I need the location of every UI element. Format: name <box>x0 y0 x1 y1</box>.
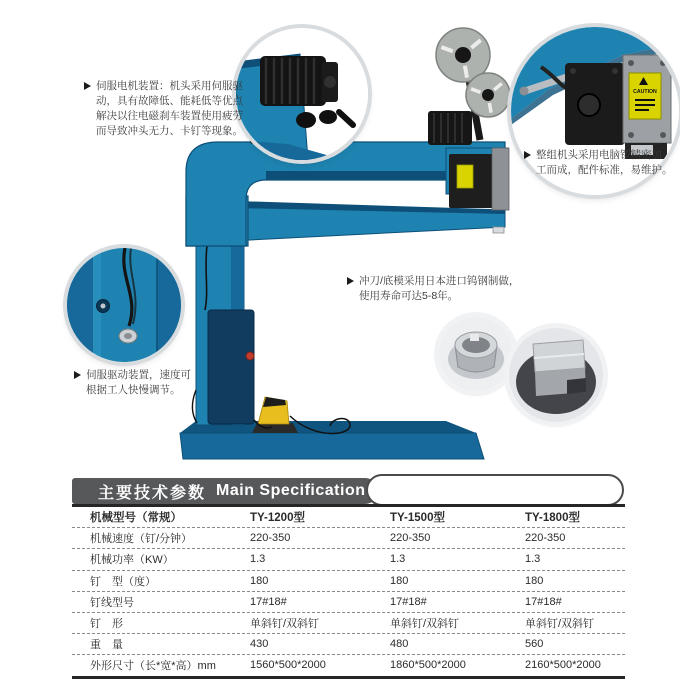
head-bolt <box>570 68 576 74</box>
row-value: 1560*500*2000 <box>250 659 326 672</box>
head-rod-tip <box>520 87 529 96</box>
row-value: 430 <box>250 638 269 651</box>
arrow-marker-icon <box>74 371 81 379</box>
anvil-die-foot <box>493 227 504 233</box>
row-label: 钉 型（度） <box>90 575 156 588</box>
annotation-tungsten-die <box>347 274 519 304</box>
row-value: 560 <box>525 638 544 651</box>
panel-red-button[interactable] <box>246 352 254 360</box>
callout-servo-motor-photo <box>236 28 368 160</box>
row-value: 480 <box>390 638 409 651</box>
spec-row-speed <box>72 528 625 549</box>
annotation-line: 伺服电机装置：机头采用伺服驱 <box>96 80 243 92</box>
spec-title-en: Main Specification <box>216 482 366 499</box>
die-block-notch <box>567 378 586 394</box>
annotation-line: 而导致冲头无力、卡钉等现象。 <box>96 125 243 137</box>
annotation-line: 根据工人快慢调节。 <box>86 384 181 396</box>
row-value: 单斜钉/双斜钉 <box>250 618 320 631</box>
arrow-marker-icon <box>347 277 354 285</box>
spec-header-model: 机械型号（常规） <box>90 512 182 525</box>
row-label: 外形尺寸（长*宽*高）mm <box>90 660 216 673</box>
spec-row-weight <box>72 634 625 655</box>
row-value: 220-350 <box>525 532 566 545</box>
row-label: 钉线型号 <box>90 596 134 609</box>
arrow-marker-icon <box>524 151 531 159</box>
sticker-text-line <box>635 99 655 101</box>
row-value: 17#18# <box>525 595 562 608</box>
annotation-line: 工而成，配件标准，易维护。 <box>536 164 673 176</box>
spec-table <box>72 504 625 679</box>
motor-knob <box>319 110 337 124</box>
servo-drive-closeup <box>67 248 181 362</box>
machine-base-front <box>180 433 484 459</box>
row-value: 17#18# <box>250 595 287 608</box>
caution-label: CAUTION <box>633 89 657 95</box>
round-die-closeup <box>439 317 513 391</box>
title-capsule <box>366 474 624 506</box>
row-label: 重 量 <box>90 639 123 652</box>
row-value: 1.3 <box>390 553 406 566</box>
row-value: 2160*500*2000 <box>525 659 601 672</box>
socket-pin <box>101 304 106 309</box>
spec-header-row <box>72 507 625 528</box>
spec-header-ty1800: TY-1800型 <box>525 512 580 525</box>
spec-row-wire-model <box>72 592 625 613</box>
row-value: 1.3 <box>250 553 266 566</box>
callout-square-die-photo <box>509 328 603 422</box>
row-value: 180 <box>250 574 269 587</box>
spec-row-staple-shape <box>72 613 625 634</box>
annotation-line: 冲刀/底模采用日本进口钨钢制做， <box>359 275 520 287</box>
row-value: 1.3 <box>525 553 541 566</box>
square-die-closeup <box>509 328 603 422</box>
spec-header-ty1200: TY-1200型 <box>250 512 305 525</box>
row-label: 钉 形 <box>90 618 123 631</box>
callout-round-die-photo <box>439 317 513 391</box>
row-value: 180 <box>525 574 544 587</box>
spec-row-power <box>72 549 625 570</box>
annotation-line: 伺服驱动装置，速度可 <box>86 369 191 381</box>
arrow-marker-icon <box>84 82 91 90</box>
spec-title-zh: 主要技术参数 <box>98 484 207 502</box>
head-caution-sticker <box>457 165 473 188</box>
row-value: 180 <box>390 574 409 587</box>
spec-title-band <box>72 478 378 504</box>
row-label: 机械功率（KW） <box>90 554 174 567</box>
row-label: 机械速度（钉/分钟） <box>90 533 193 546</box>
row-value: 单斜钉/双斜钉 <box>390 618 460 631</box>
wire-spool-bottom <box>466 73 510 117</box>
row-value: 单斜钉/双斜钉 <box>525 618 595 631</box>
head-side-plate <box>492 148 509 210</box>
annotation-line: 使用寿命可达5-8年。 <box>359 290 459 302</box>
row-value: 17#18# <box>390 595 427 608</box>
spec-row-dimensions <box>72 655 625 675</box>
head-motor <box>428 111 472 145</box>
machine-control-panel <box>208 310 254 424</box>
sticker-text-line <box>635 109 649 111</box>
annotation-servo-drive <box>74 368 191 398</box>
spec-row-staple-type <box>72 571 625 592</box>
motor-knob <box>296 112 316 128</box>
callout-servo-drive-photo <box>67 248 181 362</box>
annotation-line: 动，具有故障低、能耗低等优点 <box>96 95 243 107</box>
row-value: 220-350 <box>250 532 291 545</box>
head-mechanism-wheel <box>578 94 600 116</box>
die-slot <box>470 334 479 341</box>
servo-motor-closeup <box>236 28 368 160</box>
motor-body <box>260 56 338 106</box>
annotation-line: 解决以往电磁刹车装置使用疲劳 <box>96 110 243 122</box>
annotation-servo-motor <box>84 79 243 139</box>
connector-core <box>124 333 132 339</box>
annotation-machined-head <box>524 148 673 178</box>
head-bolt <box>612 68 618 74</box>
row-value: 220-350 <box>390 532 431 545</box>
spec-header-ty1500: TY-1500型 <box>390 512 445 525</box>
annotation-line: 整组机头采用电脑锣精密加 <box>536 149 662 161</box>
row-value: 1860*500*2000 <box>390 659 466 672</box>
sticker-text-line <box>635 104 655 106</box>
